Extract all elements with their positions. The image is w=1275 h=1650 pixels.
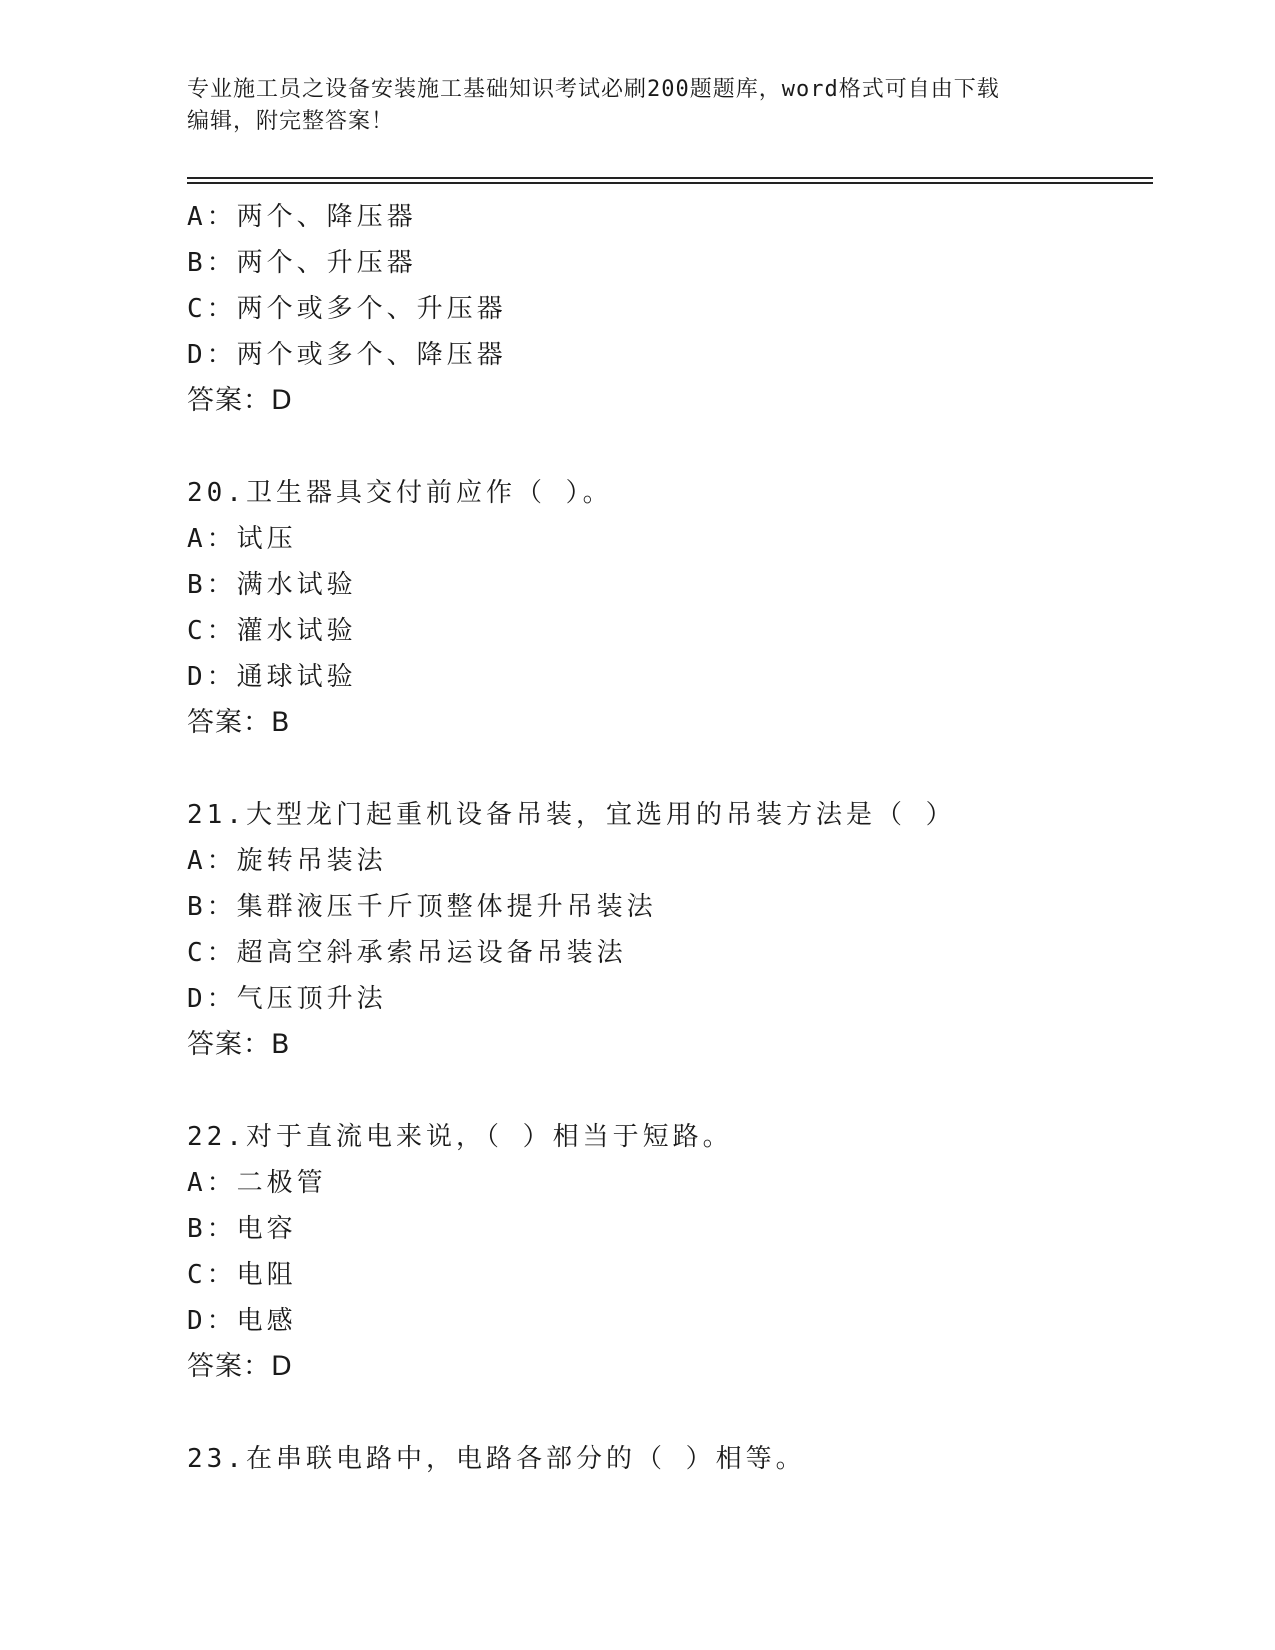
option-d: D：气压顶升法 (187, 984, 387, 1014)
option-c: C：超高空斜承索吊运设备吊装法 (187, 938, 627, 968)
question-spacer (187, 746, 1147, 792)
header-divider-top (187, 177, 1153, 179)
option-a: A：二极管 (187, 1168, 327, 1198)
header-line-2: 编辑，附完整答案！ (187, 109, 395, 134)
option-b: B：集群液压千斤顶整体提升吊装法 (187, 892, 657, 922)
question-22 (187, 1114, 1147, 1390)
option-a: A：旋转吊装法 (187, 846, 387, 876)
question-spacer (187, 1068, 1147, 1114)
document-header (187, 74, 1087, 138)
option-b: B：满水试验 (187, 570, 357, 600)
header-divider-bottom (187, 182, 1153, 184)
question-23 (187, 1436, 1147, 1482)
question-list (187, 194, 1147, 1482)
option-b: B：两个、升压器 (187, 248, 417, 278)
option-a: A：两个、降压器 (187, 202, 417, 232)
question-spacer (187, 1390, 1147, 1436)
option-c: C：两个或多个、升压器 (187, 294, 507, 324)
answer-label: 答案：D (187, 385, 293, 416)
option-d: D：电感 (187, 1306, 297, 1336)
question-title: 23.在串联电路中，电路各部分的（ ）相等。 (187, 1444, 806, 1474)
question-20 (187, 470, 1147, 746)
option-b: B：电容 (187, 1214, 297, 1244)
option-a: A：试压 (187, 524, 297, 554)
option-d: D：通球试验 (187, 662, 357, 692)
answer-label: 答案：B (187, 707, 291, 738)
question-title: 21.大型龙门起重机设备吊装，宜选用的吊装方法是（ ） (187, 800, 956, 830)
answer-label: 答案：D (187, 1351, 293, 1382)
question-19 (187, 194, 1147, 424)
question-spacer (187, 424, 1147, 470)
option-d: D：两个或多个、降压器 (187, 340, 507, 370)
question-title: 22.对于直流电来说，（ ）相当于短路。 (187, 1122, 733, 1152)
header-line-1: 专业施工员之设备安装施工基础知识考试必刷200题题库，word格式可自由下载 (187, 77, 1000, 102)
option-c: C：电阻 (187, 1260, 297, 1290)
question-title: 20.卫生器具交付前应作（ ）。 (187, 478, 613, 508)
answer-label: 答案：B (187, 1029, 291, 1060)
question-21 (187, 792, 1147, 1068)
option-c: C：灌水试验 (187, 616, 357, 646)
